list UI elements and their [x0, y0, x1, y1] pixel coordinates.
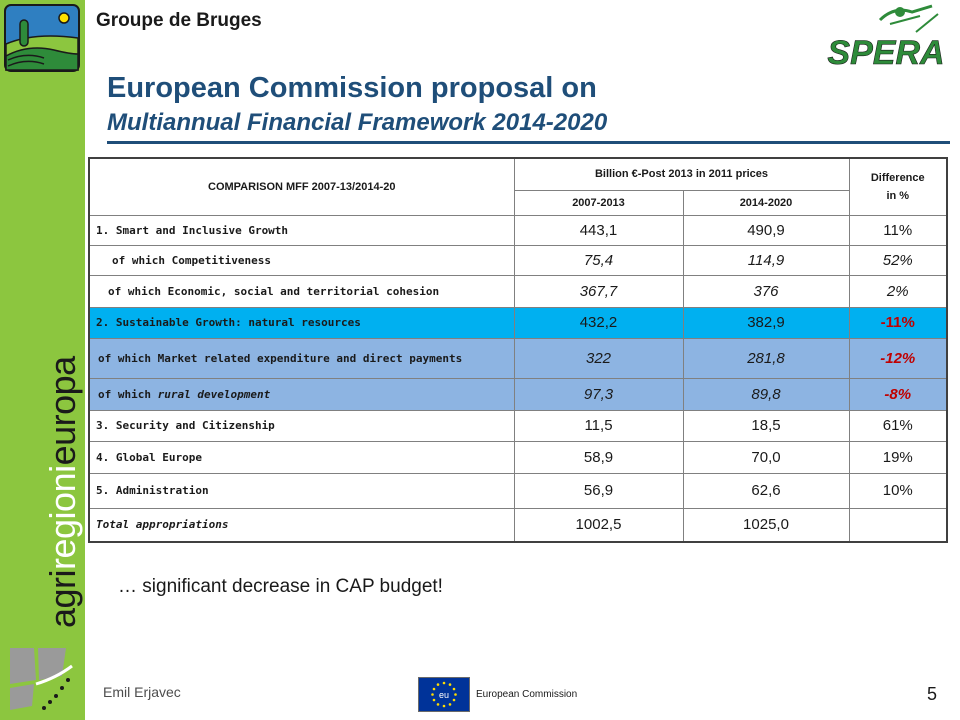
table-row — [89, 215, 947, 245]
value-2014: 1025,0 — [683, 508, 849, 542]
row-label — [89, 378, 514, 410]
brand-part-regioni: regioni — [42, 465, 83, 570]
value-diff: 61% — [849, 410, 947, 441]
row-label: of which Economic, social and territorial cohesion — [89, 275, 514, 307]
table-row — [89, 473, 947, 508]
value-2007: 367,7 — [514, 275, 683, 307]
value-diff — [849, 508, 947, 542]
table-row — [89, 410, 947, 441]
row-label: of which Competitiveness — [89, 245, 514, 275]
difference-line-1: Difference — [870, 171, 925, 184]
value-2014: 62,6 — [683, 473, 849, 508]
slide-title: European Commission proposal on — [107, 72, 597, 104]
value-2007: 1002,5 — [514, 508, 683, 542]
difference-line-2: in % — [886, 189, 910, 202]
value-2014: 89,8 — [683, 378, 849, 410]
value-2007: 443,1 — [514, 215, 683, 245]
value-2014: 382,9 — [683, 307, 849, 338]
cap-budget-note: … significant decrease in CAP budget! — [118, 576, 443, 597]
row-label: 2. Sustainable Growth: natural resources — [89, 307, 514, 338]
eu-flag-icon — [418, 677, 470, 712]
field-logo-icon — [6, 640, 80, 714]
landscape-logo-icon — [4, 4, 80, 72]
european-commission-label: European Commission — [476, 689, 578, 700]
row-label-prefix: of which — [98, 387, 158, 401]
value-2007: 322 — [514, 338, 683, 378]
table-head-prices: Billion €-Post 2013 in 2011 prices — [514, 158, 849, 190]
row-label: 5. Administration — [89, 473, 514, 508]
row-label-emphasis: rural development — [157, 387, 271, 401]
row-label: 4. Global Europe — [89, 441, 514, 473]
title-divider — [107, 141, 950, 144]
eu-badge-text: eu — [438, 690, 450, 700]
table-row — [89, 441, 947, 473]
value-diff: -11% — [849, 307, 947, 338]
table-row — [89, 338, 947, 378]
value-2014: 490,9 — [683, 215, 849, 245]
mff-comparison-table — [88, 157, 948, 543]
value-diff: 11% — [849, 215, 947, 245]
author-name: Emil Erjavec — [103, 684, 181, 700]
brand-part-europa: europa — [42, 356, 83, 466]
row-label: 1. Smart and Inclusive Growth — [89, 215, 514, 245]
spera-logo-icon — [820, 2, 952, 72]
brand-part-agri: agri — [42, 569, 83, 628]
value-diff: -12% — [849, 338, 947, 378]
value-2014: 114,9 — [683, 245, 849, 275]
table-head-2007: 2007-2013 — [514, 190, 683, 215]
value-2014: 281,8 — [683, 338, 849, 378]
page-number: 5 — [927, 684, 938, 704]
row-label: of which Market related expenditure and direct payments — [89, 338, 514, 378]
vertical-brand-text — [42, 356, 84, 628]
sidebar — [0, 0, 85, 720]
value-2007: 11,5 — [514, 410, 683, 441]
value-diff: 19% — [849, 441, 947, 473]
row-label: 3. Security and Citizenship — [89, 410, 514, 441]
table-row — [89, 275, 947, 307]
value-2014: 18,5 — [683, 410, 849, 441]
value-diff: -8% — [849, 378, 947, 410]
value-2014: 70,0 — [683, 441, 849, 473]
row-label: Total appropriations — [89, 508, 514, 542]
value-diff: 2% — [849, 275, 947, 307]
value-2007: 58,9 — [514, 441, 683, 473]
table-head-main: COMPARISON MFF 2007-13/2014-20 — [89, 158, 514, 215]
value-2007: 97,3 — [514, 378, 683, 410]
table-row — [89, 307, 947, 338]
value-2007: 432,2 — [514, 307, 683, 338]
value-2007: 56,9 — [514, 473, 683, 508]
value-2007: 75,4 — [514, 245, 683, 275]
table-head-2014: 2014-2020 — [683, 190, 849, 215]
table-row — [89, 245, 947, 275]
value-diff: 10% — [849, 473, 947, 508]
value-diff: 52% — [849, 245, 947, 275]
table-row — [89, 378, 947, 410]
group-title: Groupe de Bruges — [96, 10, 262, 31]
spera-text: SPERA — [827, 34, 945, 72]
slide-subtitle: Multiannual Financial Framework 2014-2020 — [107, 109, 608, 136]
table-head-difference — [849, 158, 947, 215]
table-row — [89, 508, 947, 542]
value-2014: 376 — [683, 275, 849, 307]
